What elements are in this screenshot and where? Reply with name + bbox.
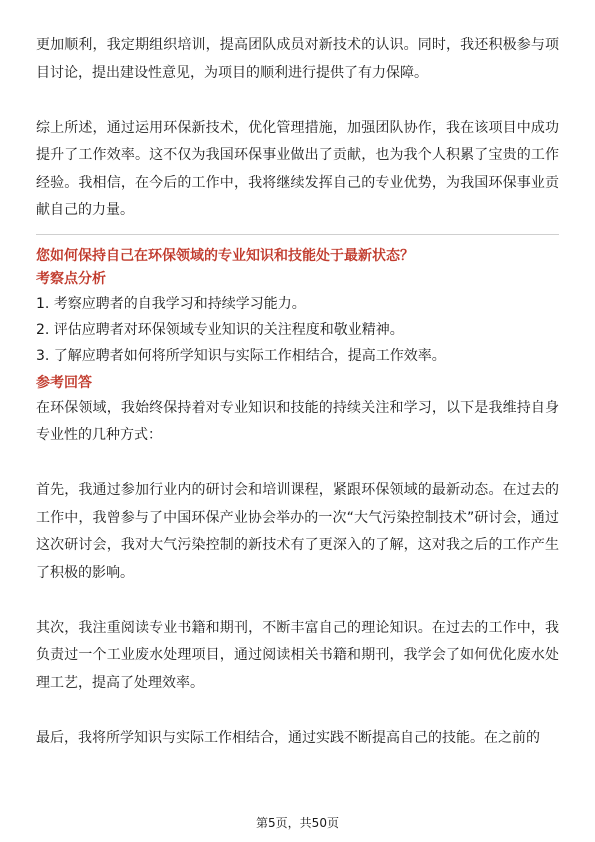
section-divider [36, 234, 559, 235]
answer-paragraph-2: 首先，我通过参加行业内的研讨会和培训课程，紧跟环保领域的最新动态。在过去的工作中，我曾参与了中国环保产业协会举办的一次“大气污染控制技术”研讨会，通过这次研讨会，我对大气污染控制的新技术有了更深入的了解，这对我之后的工作产生了积极的影响。 [36, 482, 559, 581]
spacer [36, 587, 559, 615]
page-number: 第5页，共50页 [256, 816, 339, 830]
analysis-item-2: 2. 评估应聘者对环保领域专业知识的关注程度和敬业精神。 [36, 321, 404, 338]
answer-paragraph-3: 其次，我注重阅读专业书籍和期刊，不断丰富自己的理论知识。在过去的工作中，我负责过一个工业废水处理项目，通过阅读相关书籍和期刊，我学会了如何优化废水处理工艺，提高了处理效率。 [36, 619, 559, 691]
question-title: 您如何保持自己在环保领域的专业知识和技能处于最新状态？ [36, 247, 414, 264]
document-page [36, 32, 559, 752]
spacer [36, 450, 559, 478]
answer-heading: 参考回答 [36, 374, 92, 391]
spacer [36, 87, 559, 115]
answer-paragraph-1: 在环保领域，我始终保持着对专业知识和技能的持续关注和学习，以下是我维持自身专业性的几种方式： [36, 399, 559, 443]
intro-paragraph-2: 综上所述，通过运用环保新技术，优化管理措施，加强团队协作，我在该项目中成功提升了工作效率。这不仅为我国环保事业做出了贡献，也为我个人积累了宝贵的工作经验。我相信，在今后的工作中，我将继续发挥自己的专业优势，为我国环保事业贡献自己的力量。 [36, 119, 559, 218]
analysis-item-1: 1. 考察应聘者的自我学习和持续学习能力。 [36, 295, 306, 312]
spacer [36, 697, 559, 725]
analysis-item-3: 3. 了解应聘者如何将所学知识与实际工作相结合，提高工作效率。 [36, 347, 446, 364]
answer-paragraph-4: 最后，我将所学知识与实际工作相结合，通过实践不断提高自己的技能。在之前的 [36, 729, 540, 746]
intro-paragraph-1: 更加顺利，我定期组织培训，提高团队成员对新技术的认识。同时，我还积极参与项目讨论，提出建设性意见，为项目的顺利进行提供了有力保障。 [36, 37, 559, 81]
analysis-heading: 考察点分析 [36, 270, 106, 287]
